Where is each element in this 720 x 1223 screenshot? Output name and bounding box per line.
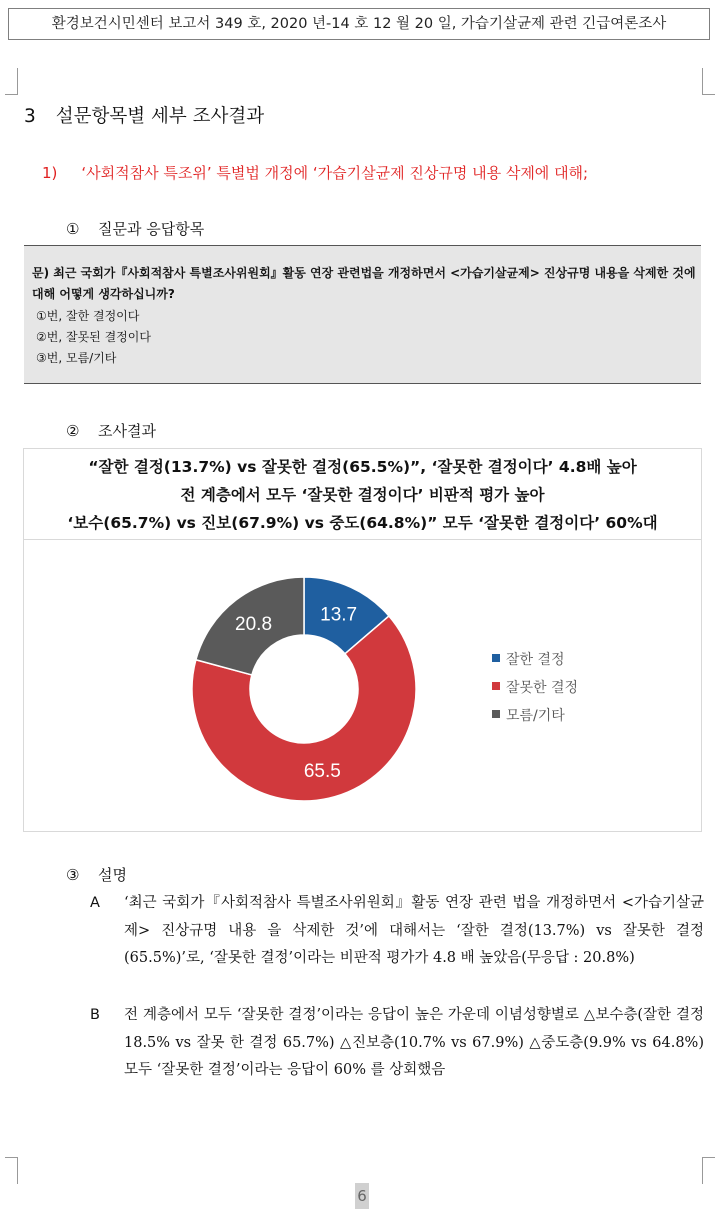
results-chart-box: [23, 448, 702, 832]
page-number: 6: [355, 1183, 369, 1209]
explanation-a-text: ‘최근 국회가『사회적참사 특별조사위원회』활동 연장 관련 법을 개정하면서 <가습기살균제> 진상규명 내용 을 삭제한 것’에 대해서는 ‘잘한 결정(13.7%) vs 잘못한 결정(65.5%)’로, ‘잘못한 결정’이라는 비판적 평가가 4.8 배 높았음(무응답 : 20.8%): [124, 895, 704, 966]
subsection-number: 1): [42, 164, 58, 182]
explanation-a: [90, 890, 704, 1002]
explanation-b: [90, 1002, 704, 1086]
chart-headline-line-1: “잘한 결정(13.7%) vs 잘못한 결정(65.5%)”, ‘잘못한 결정이다’ 4.8배 높아: [88, 458, 637, 476]
results-heading: [66, 420, 156, 441]
explain-heading: [66, 864, 127, 885]
legend-label-1: 잘한 결정: [506, 652, 565, 668]
chart-headline-line-3: ‘보수(65.7%) vs 진보(67.9%) vs 중도(64.8%)” 모두 ‘잘못한 결정이다’ 60%대: [67, 514, 658, 532]
crop-mark-bottom-left: [5, 1157, 18, 1184]
donut-value-label-3: 20.8: [235, 614, 273, 636]
legend-item-1: [492, 649, 642, 669]
crop-mark-top-left: [5, 68, 18, 95]
answer-option-2: ②번, 잘못된 결정이다: [36, 330, 151, 344]
questions-heading-label: 질문과 응답항목: [98, 220, 205, 238]
chart-headline-line-2: 전 계층에서 모두 ‘잘못한 결정이다’ 비판적 평가 높아: [180, 486, 545, 504]
answer-option-1: ①번, 잘한 결정이다: [36, 309, 140, 323]
donut-value-label-1: 13.7: [320, 604, 358, 626]
donut-value-label-2: 65.5: [303, 760, 341, 782]
questions-heading-number: ①: [66, 220, 80, 238]
subsection-title-text: ‘사회적참사 특조위’ 특별법 개정에 ‘가습기살균제 진상규명 내용 삭제에 대해;: [81, 164, 589, 182]
explain-heading-label: 설명: [98, 866, 127, 884]
legend-swatch-2: [492, 682, 500, 690]
section-title-text: 설문항목별 세부 조사결과: [55, 106, 265, 127]
explanation-b-text: 전 계층에서 모두 ‘잘못한 결정’이라는 응답이 높은 가운데 이념성향별로 △보수층(잘한 결정 18.5% vs 잘못 한 결정 65.7%) △진보층(10.7% vs 67.9%) △중도층(9.9% vs 64.8%) 모두 ‘잘못한 결정’이라는 응답이 60% 를 상회했음: [124, 1007, 704, 1078]
legend-swatch-3: [492, 710, 500, 718]
legend-item-2: [492, 677, 642, 697]
legend-label-2: 잘못한 결정: [506, 680, 579, 696]
legend-item-3: [492, 705, 642, 725]
subsection-title: [42, 162, 588, 183]
results-heading-label: 조사결과: [98, 422, 156, 440]
legend-label-3: 모름/기타: [506, 708, 565, 724]
donut-chart: [24, 449, 701, 831]
explanation-a-mark: A: [90, 895, 100, 911]
explain-heading-number: ③: [66, 866, 80, 884]
question-text: 문) 최근 국회가『사회적참사 특별조사위원회』활동 연장 관련법을 개정하면서 <가습기살균제> 진상규명 내용을 삭제한 것에 대해 어떻게 생각하십니까?: [32, 266, 696, 301]
section-title: [24, 102, 264, 128]
explanation-b-mark: B: [90, 1007, 100, 1023]
legend-swatch-1: [492, 654, 500, 662]
crop-mark-bottom-right: [702, 1157, 715, 1184]
questions-heading: [66, 218, 204, 239]
section-number: 3: [24, 106, 36, 127]
answer-option-3: ③번, 모름/기타: [36, 351, 117, 365]
question-box: [24, 245, 701, 384]
crop-mark-top-right: [702, 68, 715, 95]
results-heading-number: ②: [66, 422, 80, 440]
report-header: 환경보건시민센터 보고서 349 호, 2020 년-14 호 12 월 20 일, 가습기살균제 관련 긴급여론조사: [8, 8, 710, 40]
